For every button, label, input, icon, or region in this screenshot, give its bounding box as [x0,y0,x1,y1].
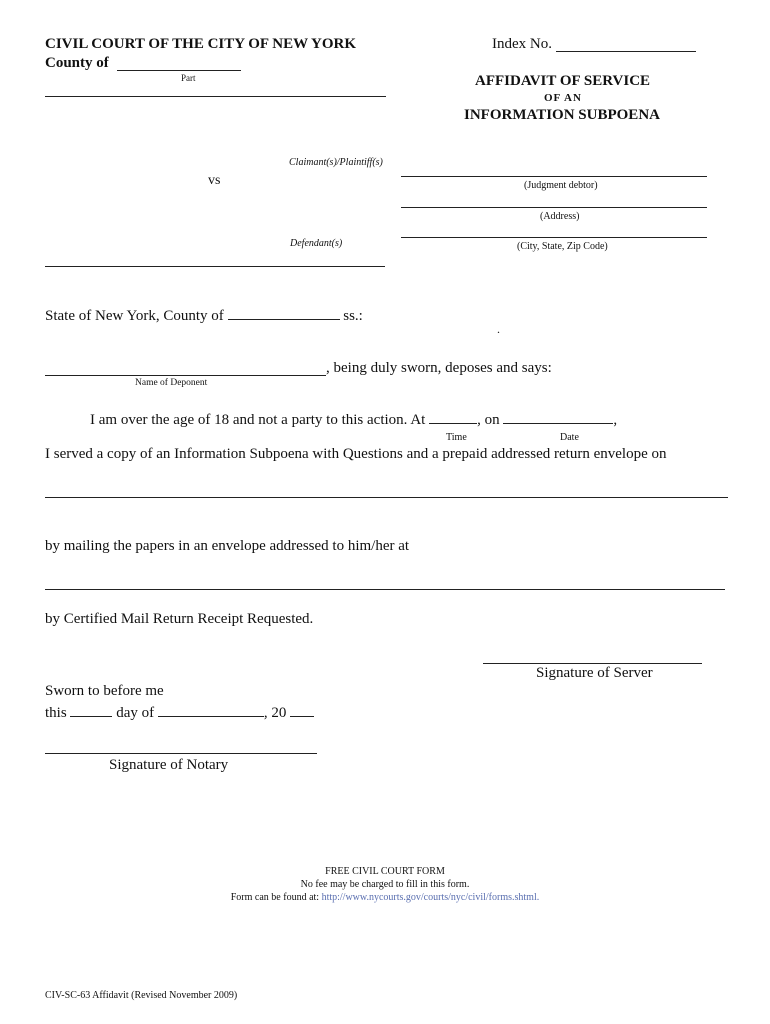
month-blank[interactable] [158,702,264,717]
state-county-text: State of New York, County of [45,308,224,324]
form-url-link[interactable]: http://www.nycourts.gov/courts/nyc/civil/forms.shtml. [321,892,540,903]
day-of-text: day of [116,705,155,721]
mailing-address-line[interactable] [45,589,725,590]
ss-text: ss.: [343,308,363,324]
found-at-line [0,892,770,903]
city-state-zip-label: (City, State, Zip Code) [517,241,608,252]
claimant-label: Claimant(s)/Plaintiff(s) [289,157,383,168]
part-label: Part [181,73,196,83]
judgment-debtor-label: (Judgment debtor) [524,180,598,191]
found-at-text: Form can be found at: [230,892,320,903]
venue-line [45,305,363,325]
sworn-date-line [45,702,314,722]
county-label: County of [45,55,109,71]
index-label: Index No. [492,36,552,52]
title-affidavit: AFFIDAVIT OF SERVICE [475,73,651,89]
defendant-line[interactable] [45,266,385,267]
title-of-an: OF AN [544,92,582,104]
date-blank[interactable] [503,409,613,424]
deponent-name-line[interactable] [45,375,326,376]
address-label: (Address) [540,211,580,222]
day-blank[interactable] [70,702,112,717]
year-blank[interactable] [290,702,314,717]
defendant-label: Defendant(s) [290,238,343,249]
city-state-zip-line[interactable] [401,237,707,238]
court-title: CIVIL COURT OF THE CITY OF NEW YORK [45,36,357,52]
comma-mark: , [613,412,618,428]
sworn-before-text: Sworn to before me [45,683,164,699]
server-signature-line[interactable] [483,663,702,664]
form-id: CIV-SC-63 Affidavit (Revised November 2009) [45,990,238,1001]
vs-label: vs [208,173,221,188]
county-blank[interactable] [117,70,241,71]
time-blank[interactable] [429,409,477,424]
on-text: , on [477,412,500,428]
this-text: this [45,705,67,721]
served-party-line[interactable] [45,497,728,498]
judgment-debtor-line[interactable] [401,176,707,177]
year-text: , 20 [263,705,287,721]
period-mark: . [497,322,500,336]
sworn-text: , being duly sworn, deposes and says: [326,360,552,376]
notary-signature-line[interactable] [45,753,317,754]
certified-text: by Certified Mail Return Receipt Requested. [45,611,314,627]
deponent-name-label: Name of Deponent [135,378,208,388]
free-form-text: FREE CIVIL COURT FORM [325,866,445,877]
age-text: I am over the age of 18 and not a party to this action. At [90,412,426,428]
no-fee-text: No fee may be charged to fill in this form. [300,879,470,890]
index-blank[interactable] [556,51,696,52]
age-line [90,409,617,429]
part-line[interactable] [45,96,386,97]
notary-signature-label: Signature of Notary [109,757,229,773]
time-label: Time [446,432,467,443]
venue-county-blank[interactable] [228,305,340,320]
served-text: I served a copy of an Information Subpoena with Questions and a prepaid addressed return envelope on [45,446,667,462]
server-signature-label: Signature of Server [536,665,653,681]
date-label: Date [560,432,579,443]
address-line[interactable] [401,207,707,208]
mailing-text: by mailing the papers in an envelope addressed to him/her at [45,538,410,554]
title-information-subpoena: INFORMATION SUBPOENA [464,107,660,123]
